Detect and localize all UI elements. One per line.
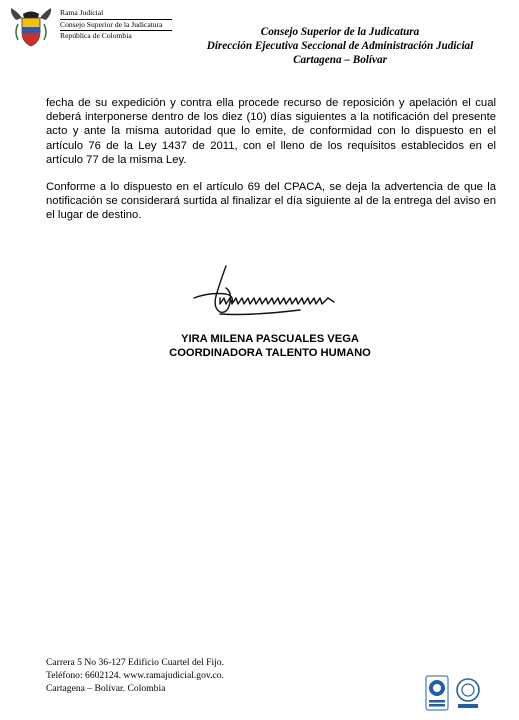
signer-name: YIRA MILENA PASCUALES VEGA xyxy=(181,333,359,345)
letterhead-title xyxy=(150,25,519,67)
iqnet-certification-icon xyxy=(457,679,479,708)
letterhead-line-direccion: Dirección Ejecutiva Seccional de Administración Judicial xyxy=(206,40,474,52)
icontec-certification-icon xyxy=(426,676,448,710)
certification-badges xyxy=(424,672,484,714)
body-paragraph: fecha de su expedición y contra ella procede recurso de reposición y apelación el cual deberá interponerse dentro de los diez (10) días siguientes a la notificación del presente acto y ante la misma autoridad que lo emite, de conformidad con lo dispuesto en el artículo 76 de la Ley 1437 de 2011, con el lleno de los requisitos establecidos en el artículo 77 de la misma Ley. xyxy=(46,97,496,166)
footer-line-city: Cartagena – Bolívar. Colombia xyxy=(46,682,166,694)
colombian-coat-of-arms-icon xyxy=(8,6,54,50)
letterhead-line-city: Cartagena – Bolívar xyxy=(293,54,387,66)
signer-block xyxy=(100,332,440,360)
footer-line-address: Carrera 5 No 36-127 Edificio Cuartel del Fijo. xyxy=(46,657,224,668)
footer-address xyxy=(46,657,376,695)
letterhead-line-consejo: Consejo Superior de la Judicatura xyxy=(260,26,420,38)
handwritten-signature xyxy=(180,262,350,324)
logo-line-republica: República de Colombia xyxy=(60,31,132,40)
logo-line-consejo: Consejo Superior de la Judicatura xyxy=(60,19,163,29)
body-paragraph: Conforme a lo dispuesto en el artículo 69 del CPACA, se deja la advertencia de que la notificación se considerará surtida al finalizar el día siguiente al de la entrega del aviso en el lugar de destino. xyxy=(46,181,496,222)
document-body xyxy=(46,96,496,236)
footer-line-phone: Teléfono: 6602124. www.ramajudicial.gov.co. xyxy=(46,669,224,681)
logo-line-rama: Rama Judicial xyxy=(60,8,104,17)
signer-title: COORDINADORA TALENTO HUMANO xyxy=(169,347,371,359)
